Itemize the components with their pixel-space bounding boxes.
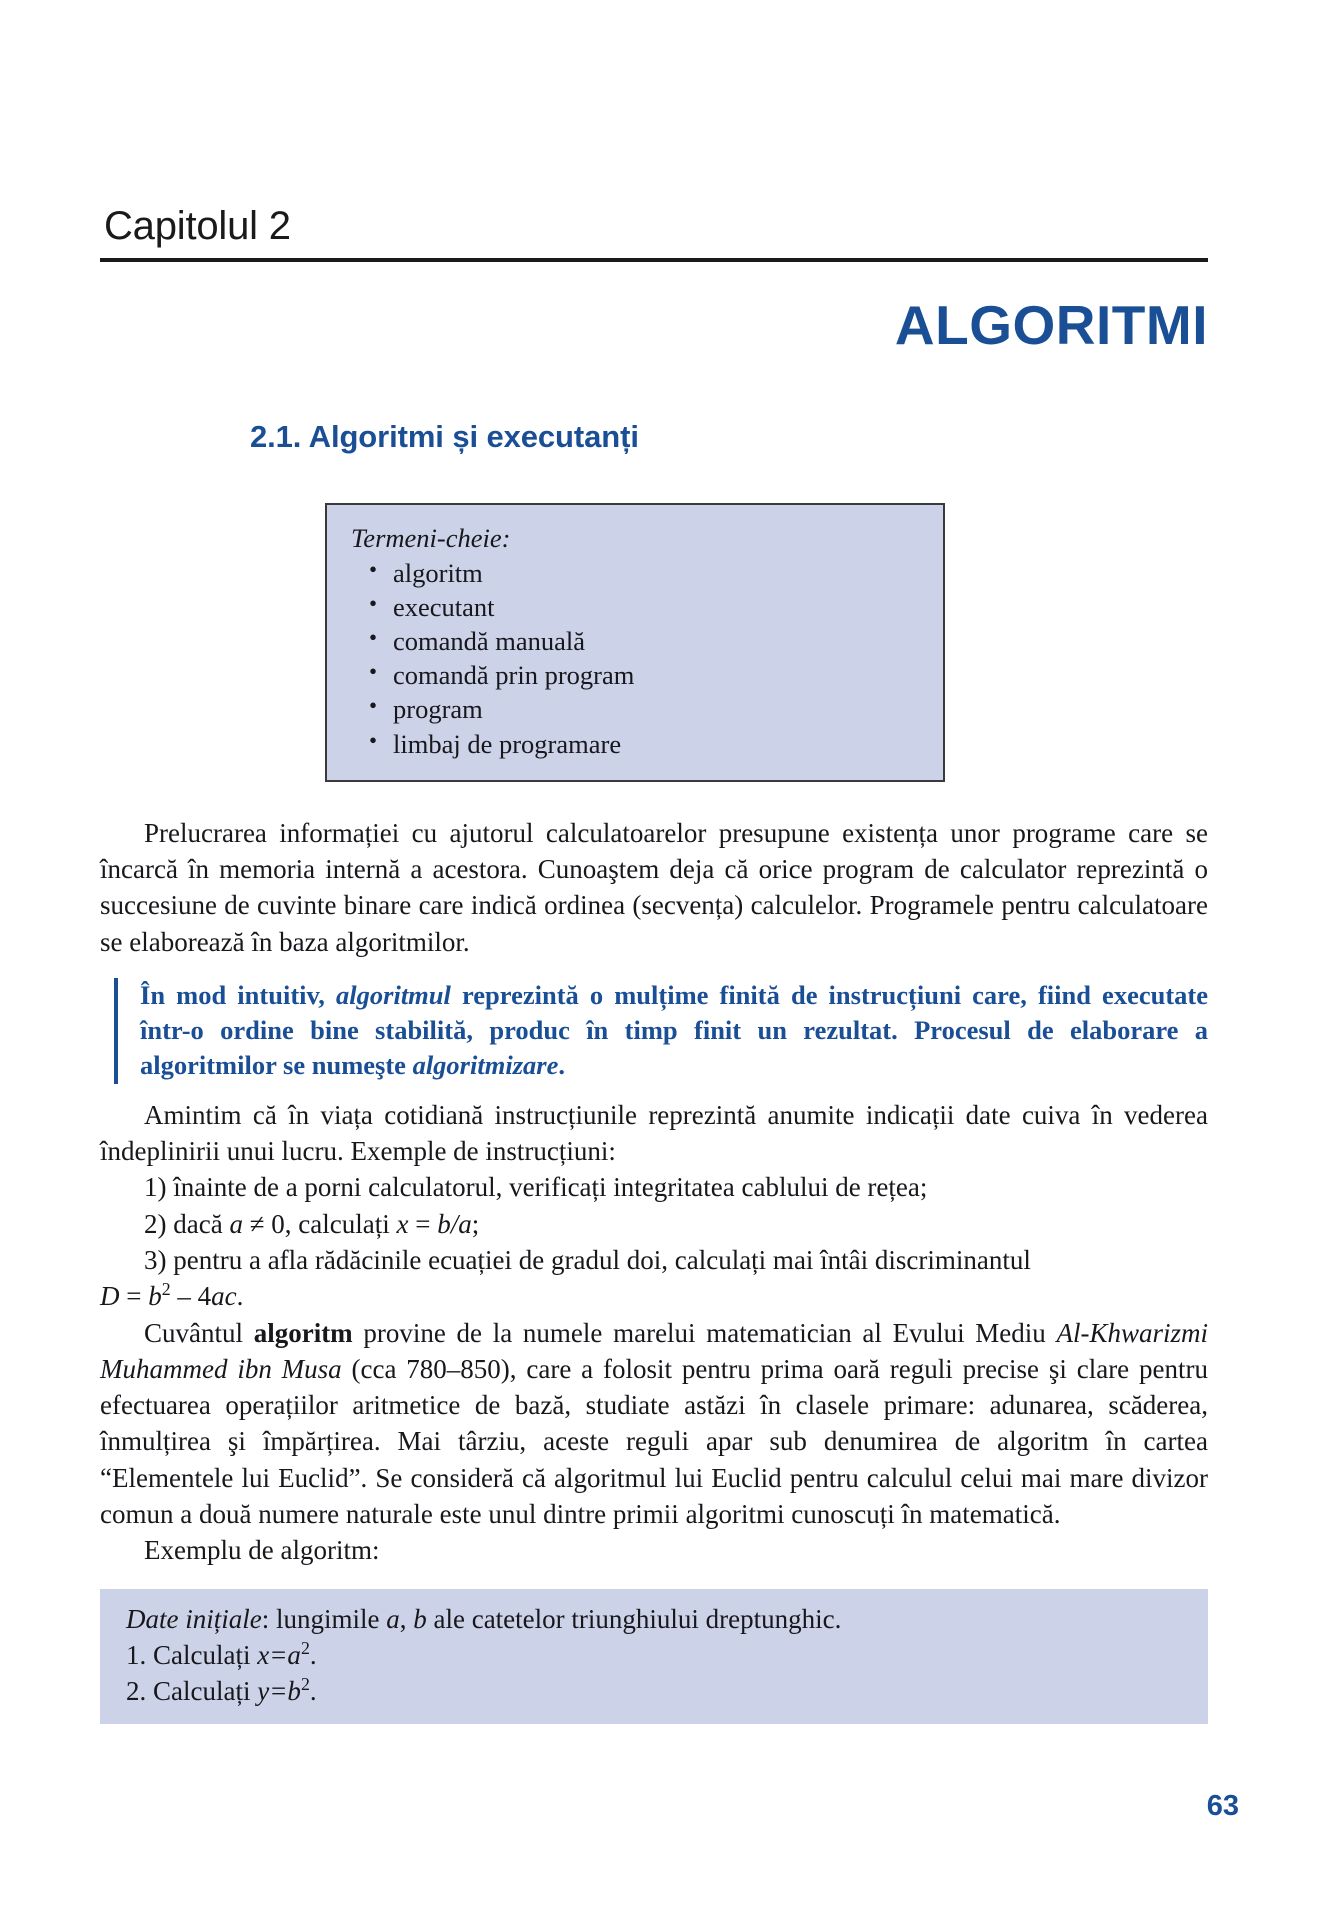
instruction-2-eq: =: [408, 1208, 438, 1239]
instruction-item-2: [100, 1206, 1208, 1242]
instruction-2-mid: ≠ 0, calculați: [242, 1208, 397, 1239]
etymology-text-1: Cuvântul: [144, 1317, 254, 1348]
definition-text-2: reprezintă o mulțime finită de instrucțiuni care, fiind executate într-o ordine bine stabilită, produc în timp finit un rezultat. Procesul de elaborare a algoritmilor se numeşte: [140, 979, 1208, 1081]
math-var-b: b: [413, 1603, 427, 1634]
intro-paragraph: Prelucrarea informației cu ajutorul calculatoarelor presupune existența unor programe care se încarcă în memoria internă a acestora. Cunoaştem deja că orice program de calculator reprezintă o succesiune de cuvinte binare care indică ordinea (secvența) calculelor. Programele pentru calculatoare se elaborează în baza algoritmilor.: [100, 817, 1208, 957]
example-step-2-period: .: [309, 1675, 317, 1706]
example-initial-data-line: [126, 1602, 1190, 1638]
math-exponent-2: 2: [300, 1673, 310, 1694]
instruction-2-end: ;: [471, 1208, 480, 1239]
section-heading: 2.1. Algoritmi și executanți: [250, 418, 639, 454]
list-item: • comandă prin program: [351, 658, 923, 692]
example-step-1-label: 1. Calculați: [126, 1639, 258, 1670]
list-item: • program: [351, 692, 923, 726]
example-step-2-label: 2. Calculați: [126, 1675, 258, 1706]
math-exponent-2: 2: [300, 1637, 310, 1658]
name-al-khwarizmi: Al-Khwarizmi Muhammed ibn Musa: [100, 1317, 1208, 1384]
math-expr-y-equals-b: y=b: [257, 1675, 301, 1706]
definition-text-1: În mod intuitiv,: [140, 979, 337, 1010]
chapter-label: Capitolul 2: [104, 204, 291, 248]
term-algoritm-bold: algoritm: [253, 1317, 353, 1348]
list-item: • algoritm: [351, 556, 923, 590]
key-terms-title: Termeni-cheie:: [351, 522, 511, 553]
math-var-b: b: [148, 1281, 162, 1312]
math-fraction-b-over-a: b/a: [437, 1208, 472, 1239]
page-title: ALGORITMI: [894, 294, 1208, 356]
page-content: [100, 205, 1208, 1724]
example-step-1-period: .: [309, 1639, 317, 1670]
definition-term-algoritmizare: algoritmizare: [412, 1050, 559, 1081]
example-step-2: [126, 1674, 1190, 1710]
formula-minus-4: – 4: [170, 1281, 212, 1312]
example-text-2: ale catetelor triunghiului dreptunghic.: [426, 1603, 842, 1634]
etymology-text-2: provine de la numele marelui matematician al Evului Mediu: [352, 1317, 1057, 1348]
definition-text-3: .: [558, 1050, 565, 1081]
instructions-intro-paragraph: Amintim că în viața cotidiană instrucțiunile reprezintă anumite indicații date cuiva în vederea îndeplinirii unui lucru. Exemple de instrucțiuni:: [100, 1099, 1208, 1166]
definition-callout: [114, 978, 1208, 1084]
formula-period: .: [236, 1281, 244, 1312]
formula-eq: =: [119, 1281, 149, 1312]
example-comma: ,: [399, 1603, 414, 1634]
list-item: • limbaj de programare: [351, 727, 923, 761]
example-label-date-initiale: Date inițiale: [126, 1603, 262, 1634]
etymology-text-3: (cca 780–850), care a folosit pentru prima oară reguli precise şi clare pentru efectuarea operațiilor aritmetice de bază, studiate astăzi în clasele primare: adunarea, scăderea, înmulțirea şi împărțirea. Mai târziu, aceste reguli apar sub denumirea de algoritm în cartea “Elementele lui Euclid”. Se consideră că algoritmul lui Euclid pentru calculul celui mai mare divizor comun a două numere naturale este unul dintre primii algoritmi cunoscuți în matematică.: [100, 1353, 1208, 1530]
key-terms-box: [325, 503, 945, 782]
key-terms-list: [351, 556, 923, 761]
example-intro-paragraph: Exemplu de algoritm:: [144, 1535, 380, 1566]
list-item: • executant: [351, 590, 923, 624]
math-var-a: a: [229, 1208, 243, 1239]
math-var-x: x: [396, 1208, 409, 1239]
list-item: • comandă manuală: [351, 624, 923, 658]
example-text-1: : lungimile: [261, 1603, 387, 1634]
math-var-a: a: [386, 1603, 400, 1634]
discriminant-formula: [100, 1278, 1208, 1314]
math-var-D: D: [100, 1281, 120, 1312]
definition-term-algoritmul: algoritmul: [336, 979, 451, 1010]
math-expr-x-equals-a: x=a: [257, 1639, 301, 1670]
chapter-header: [100, 205, 1208, 355]
chapter-divider: [100, 258, 1208, 262]
math-exponent-2: 2: [161, 1279, 171, 1300]
math-var-ac: ac: [211, 1281, 237, 1312]
page-number: 63: [1206, 1790, 1239, 1822]
example-algorithm-box: [100, 1589, 1208, 1725]
etymology-paragraph: [100, 1315, 1208, 1533]
instruction-item-1: 1) înainte de a porni calculatorul, verificați integritatea cablului de rețea;: [144, 1172, 928, 1203]
instruction-2-pre: 2) dacă: [144, 1208, 230, 1239]
instruction-item-3: 3) pentru a afla rădăcinile ecuației de gradul doi, calculați mai întâi discriminantul: [144, 1244, 1031, 1275]
example-step-1: [126, 1638, 1190, 1674]
